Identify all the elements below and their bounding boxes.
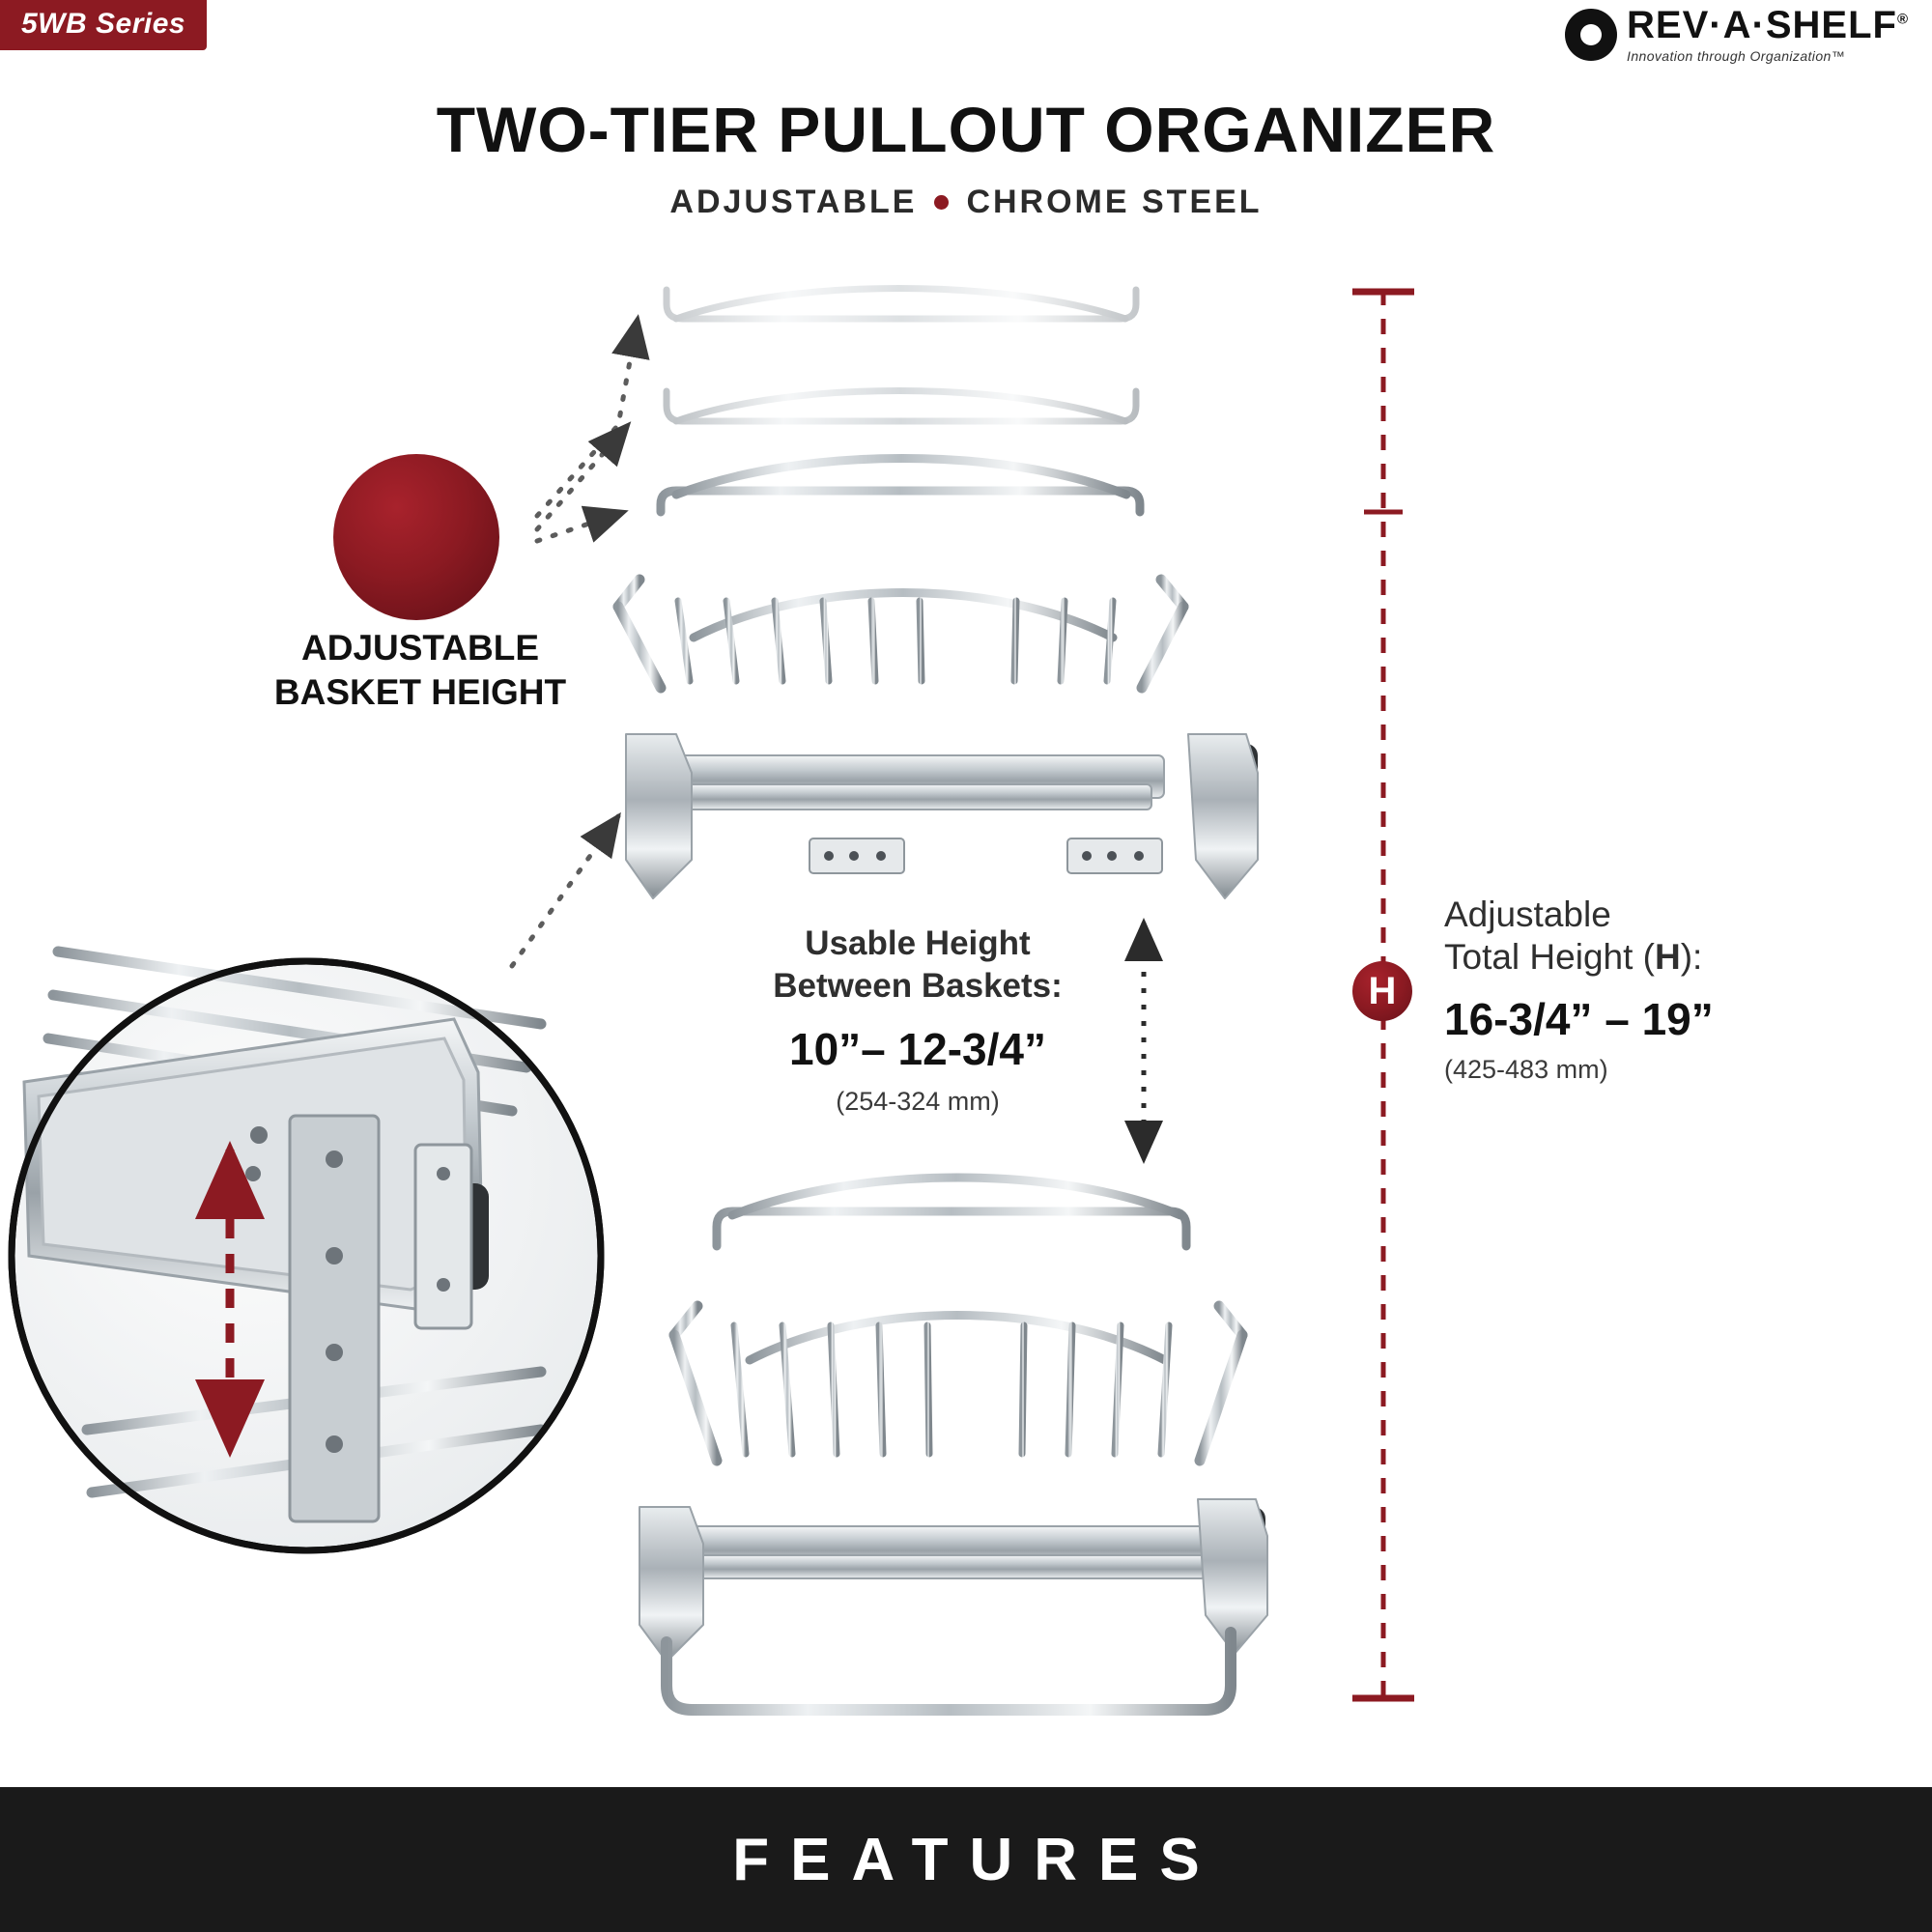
total-height-title xyxy=(1444,894,1850,980)
page-subtitle xyxy=(0,184,1932,221)
dotted-arrow-1 xyxy=(537,319,638,516)
usable-height-title-line1: Usable Height xyxy=(805,924,1031,962)
total-height-metric: (425-483 mm) xyxy=(1444,1054,1608,1084)
dotted-arrow-3 xyxy=(537,512,624,541)
features-footer-bar: FEATURES xyxy=(0,1787,1932,1932)
slide-bracket-detail-photo xyxy=(12,952,601,1550)
page-title: TWO-TIER PULLOUT ORGANIZER xyxy=(436,94,1496,165)
brand-name xyxy=(1627,6,1909,44)
usable-height-title-line2: Between Baskets: xyxy=(773,966,1063,1005)
total-height-value: 16-3/4” – 19” xyxy=(1444,993,1714,1044)
total-height-title-line2 xyxy=(1444,936,1850,979)
brand-logo xyxy=(1565,6,1909,63)
total-height-title-key: H xyxy=(1655,937,1681,978)
total-height-badge: H xyxy=(1352,961,1412,1021)
total-height-callout xyxy=(1444,894,1850,1085)
brand-tagline: Innovation through Organization™ xyxy=(1627,48,1846,64)
dotted-arrow-2 xyxy=(537,425,628,529)
rev-a-shelf-circle-logo-icon xyxy=(1565,9,1617,61)
brand-registered-mark: ® xyxy=(1896,11,1909,28)
usable-height-value: 10”– 12-3/4” xyxy=(789,1023,1046,1074)
subtitle-left-text: ADJUSTABLE xyxy=(669,184,918,220)
adjustable-basket-height-label-line2: BASKET HEIGHT xyxy=(273,672,567,713)
red-dot-separator-icon xyxy=(934,195,949,210)
series-badge: 5WB Series xyxy=(0,0,207,50)
total-height-title-post: ): xyxy=(1680,937,1703,978)
brand-name-text: REV·A·SHELF xyxy=(1627,4,1897,46)
subtitle-right-text: CHROME STEEL xyxy=(966,184,1263,220)
dotted-arrow-4 xyxy=(512,816,618,966)
usable-height-callout xyxy=(734,923,1101,1117)
total-height-title-pre: Total Height ( xyxy=(1444,937,1655,978)
adjustable-basket-height-badge xyxy=(333,454,499,620)
total-height-title-line1: Adjustable xyxy=(1444,895,1611,934)
brand-text xyxy=(1627,6,1909,63)
usable-height-metric: (254-324 mm) xyxy=(836,1086,1000,1116)
adjustable-basket-height-label xyxy=(242,626,599,716)
adjustable-basket-height-label-line1: ADJUSTABLE xyxy=(301,628,539,668)
usable-height-title xyxy=(734,923,1101,1008)
